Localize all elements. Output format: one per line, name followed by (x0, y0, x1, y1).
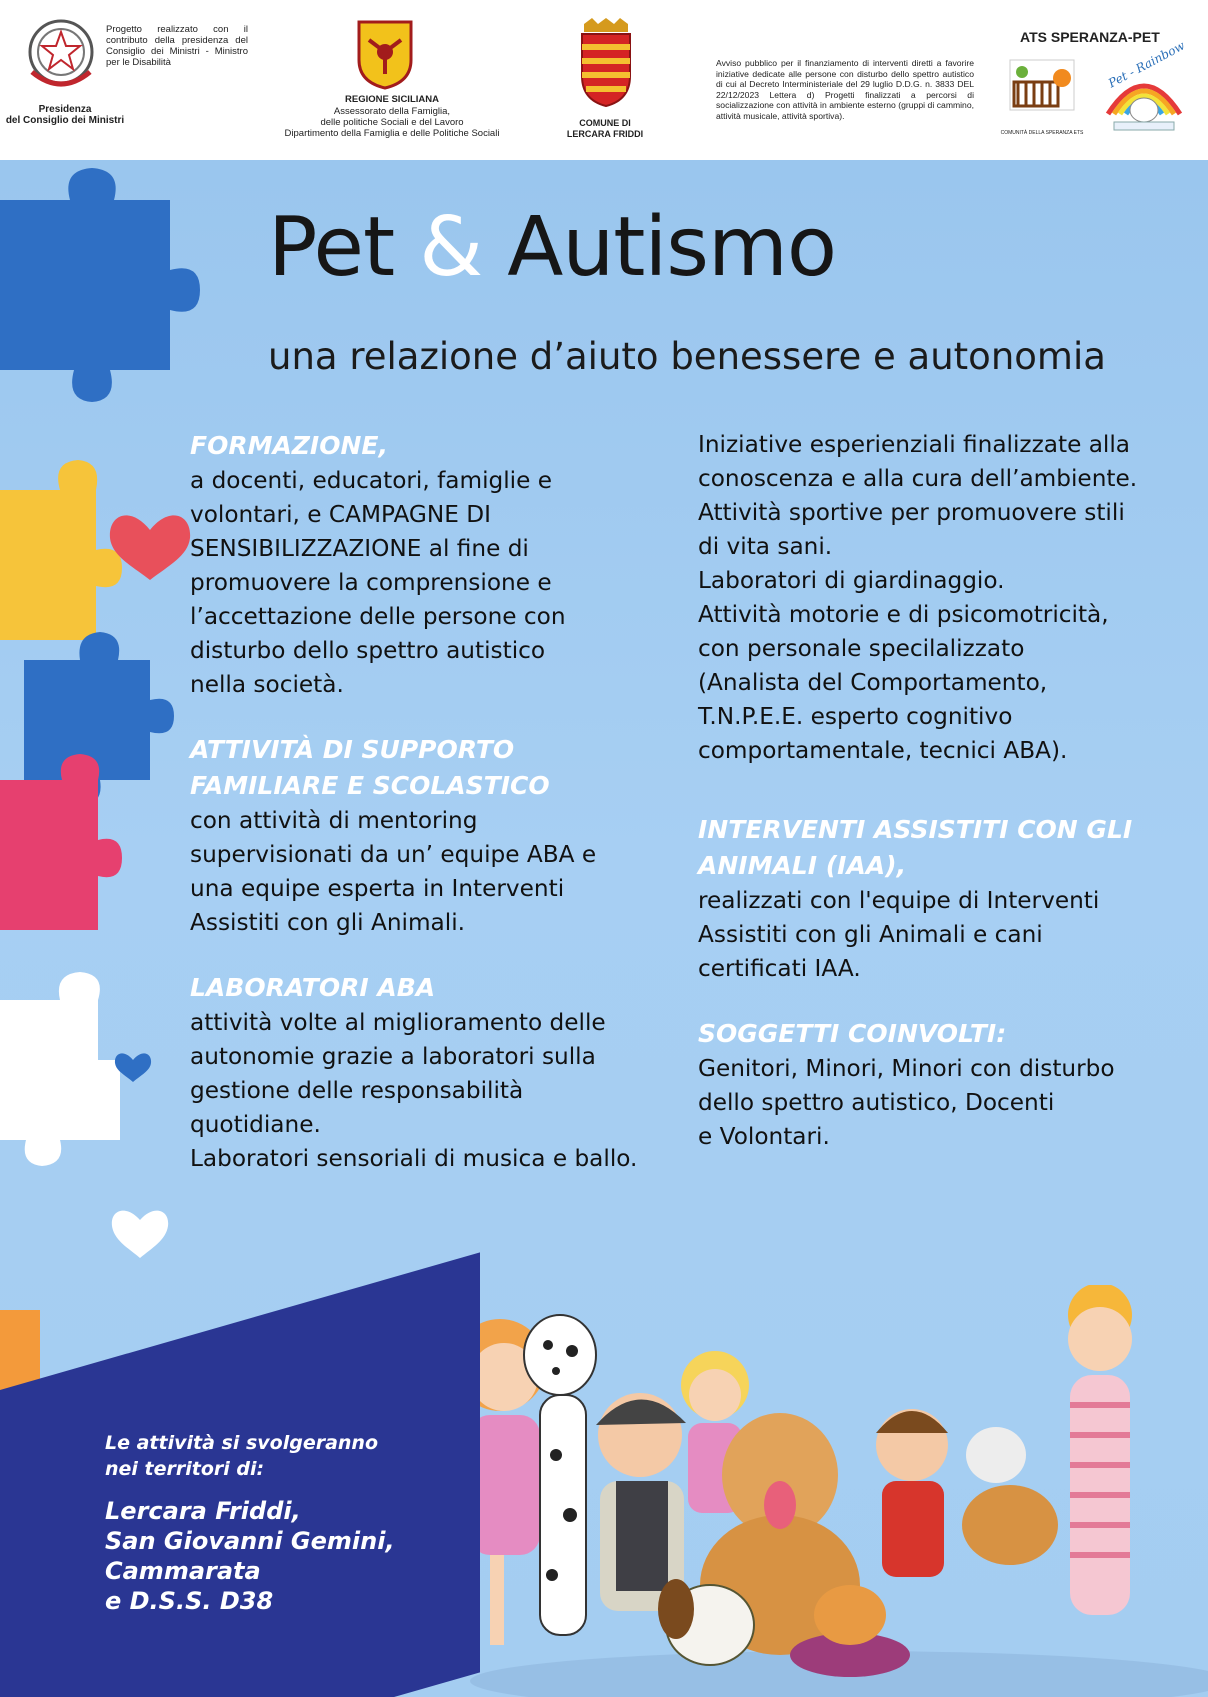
section-soggetti (698, 1016, 1198, 1154)
poster-title (268, 200, 836, 295)
right-column (698, 428, 1198, 1154)
regione-title: REGIONE SICILIANA (345, 94, 439, 105)
italian-republic-emblem-icon (22, 14, 100, 94)
title-ampersand: & (419, 200, 483, 295)
poster-subtitle: una relazione d’aiuto benessere e autonomia (268, 335, 1106, 378)
presidenza-caption: Presidenza del Consiglio dei Ministri (5, 104, 125, 126)
section-heading: FORMAZIONE, (190, 431, 388, 460)
territories-text (105, 1430, 395, 1616)
section-supporto (190, 732, 690, 940)
section-heading: LABORATORI ABA (190, 973, 436, 1002)
comunita-caption: COMUNITÀ DELLA SPERANZA ETS (1000, 130, 1084, 136)
section-heading: SOGGETTI COINVOLTI: (698, 1019, 1007, 1048)
left-column (190, 428, 690, 1176)
children-with-pets-illustration (430, 1285, 1208, 1697)
avviso-pubblico-text: Avviso pubblico per il finanziamento di interventi diretti a favorire iniziative dedicate alle persone con disturbo dello spettro autistico di cui al Decreto Interministeriale del 29 luglio D.D.G. n. 3833 DEL 22/12/2023 Lettera d) Progetti finalizzati a percorsi di socializzazione con attività in ambiente esterno (gruppi di cammino, attività musicale, attività sportiva). (716, 58, 974, 121)
section-heading: INTERVENTI ASSISTITI CON GLI ANIMALI (IAA), (698, 815, 1133, 880)
header-strip (0, 0, 1208, 160)
territories-places: Lercara Friddi, San Giovanni Gemini, Cammarata e D.S.S. D38 (105, 1497, 395, 1615)
section-body: realizzati con l'equipe di Interventi Assistiti con gli Animali e cani certificati IAA. (698, 887, 1100, 982)
title-part2: Autismo (482, 200, 836, 295)
section-iaa (698, 812, 1198, 986)
comune-lercara-crest-icon (578, 18, 634, 110)
pet-rainbow-logo-text: Pet - Rainbow (1106, 38, 1188, 91)
section-iniziative (698, 428, 1198, 768)
comunita-della-speranza-logo-icon (1008, 58, 1076, 128)
section-formazione (190, 428, 690, 702)
ats-title: ATS SPERANZA-PET (1020, 29, 1160, 45)
progetto-note: Progetto realizzato con il contributo della presidenza del Consiglio dei Ministri - Ministro per le Disabilità (106, 24, 248, 68)
section-heading: ATTIVITÀ DI SUPPORTO FAMILIARE E SCOLASTICO (190, 735, 550, 800)
section-body: attività volte al miglioramento delle autonomie grazie a laboratori sulla gestione delle responsabilità quotidiane. Laboratori sensoriali di musica e ballo. (190, 1009, 638, 1172)
territories-intro: Le attività si svolgeranno nei territori di: (105, 1432, 379, 1480)
section-body: con attività di mentoring supervisionati da un’ equipe ABA e una equipe esperta in Interventi Assistiti con gli Animali. (190, 807, 597, 936)
regione-siciliana-logo-icon (357, 20, 413, 90)
section-body: Iniziative esperienziali finalizzate alla conoscenza e alla cura dell’ambiente. Attività sportive per promuovere stili di vita sani. Laboratori di giardinaggio. Attività motorie e di psicomotricità, con personale specilalizzato (Analista del Comportamento, T.N.P.E.E. esperto cognitivo comportamentale, tecnici ABA). (698, 431, 1138, 764)
comune-caption: COMUNE DI LERCARA FRIDDI (566, 118, 644, 139)
regione-subtitle: Assessorato della Famiglia, delle politiche Sociali e del Lavoro Dipartimento della Famiglia e delle Politiche Sociali (284, 106, 500, 139)
section-body: a docenti, educatori, famiglie e volontari, e CAMPAGNE DI SENSIBILIZZAZIONE al fine di promuovere la comprensione e l’accettazione delle persone con disturbo dello spettro autistico nella società. (190, 467, 566, 698)
section-body: Genitori, Minori, Minori con disturbo dello spettro autistico, Docenti e Volontari. (698, 1055, 1115, 1150)
section-laboratori-aba (190, 970, 690, 1176)
title-part1: Pet (268, 200, 420, 295)
